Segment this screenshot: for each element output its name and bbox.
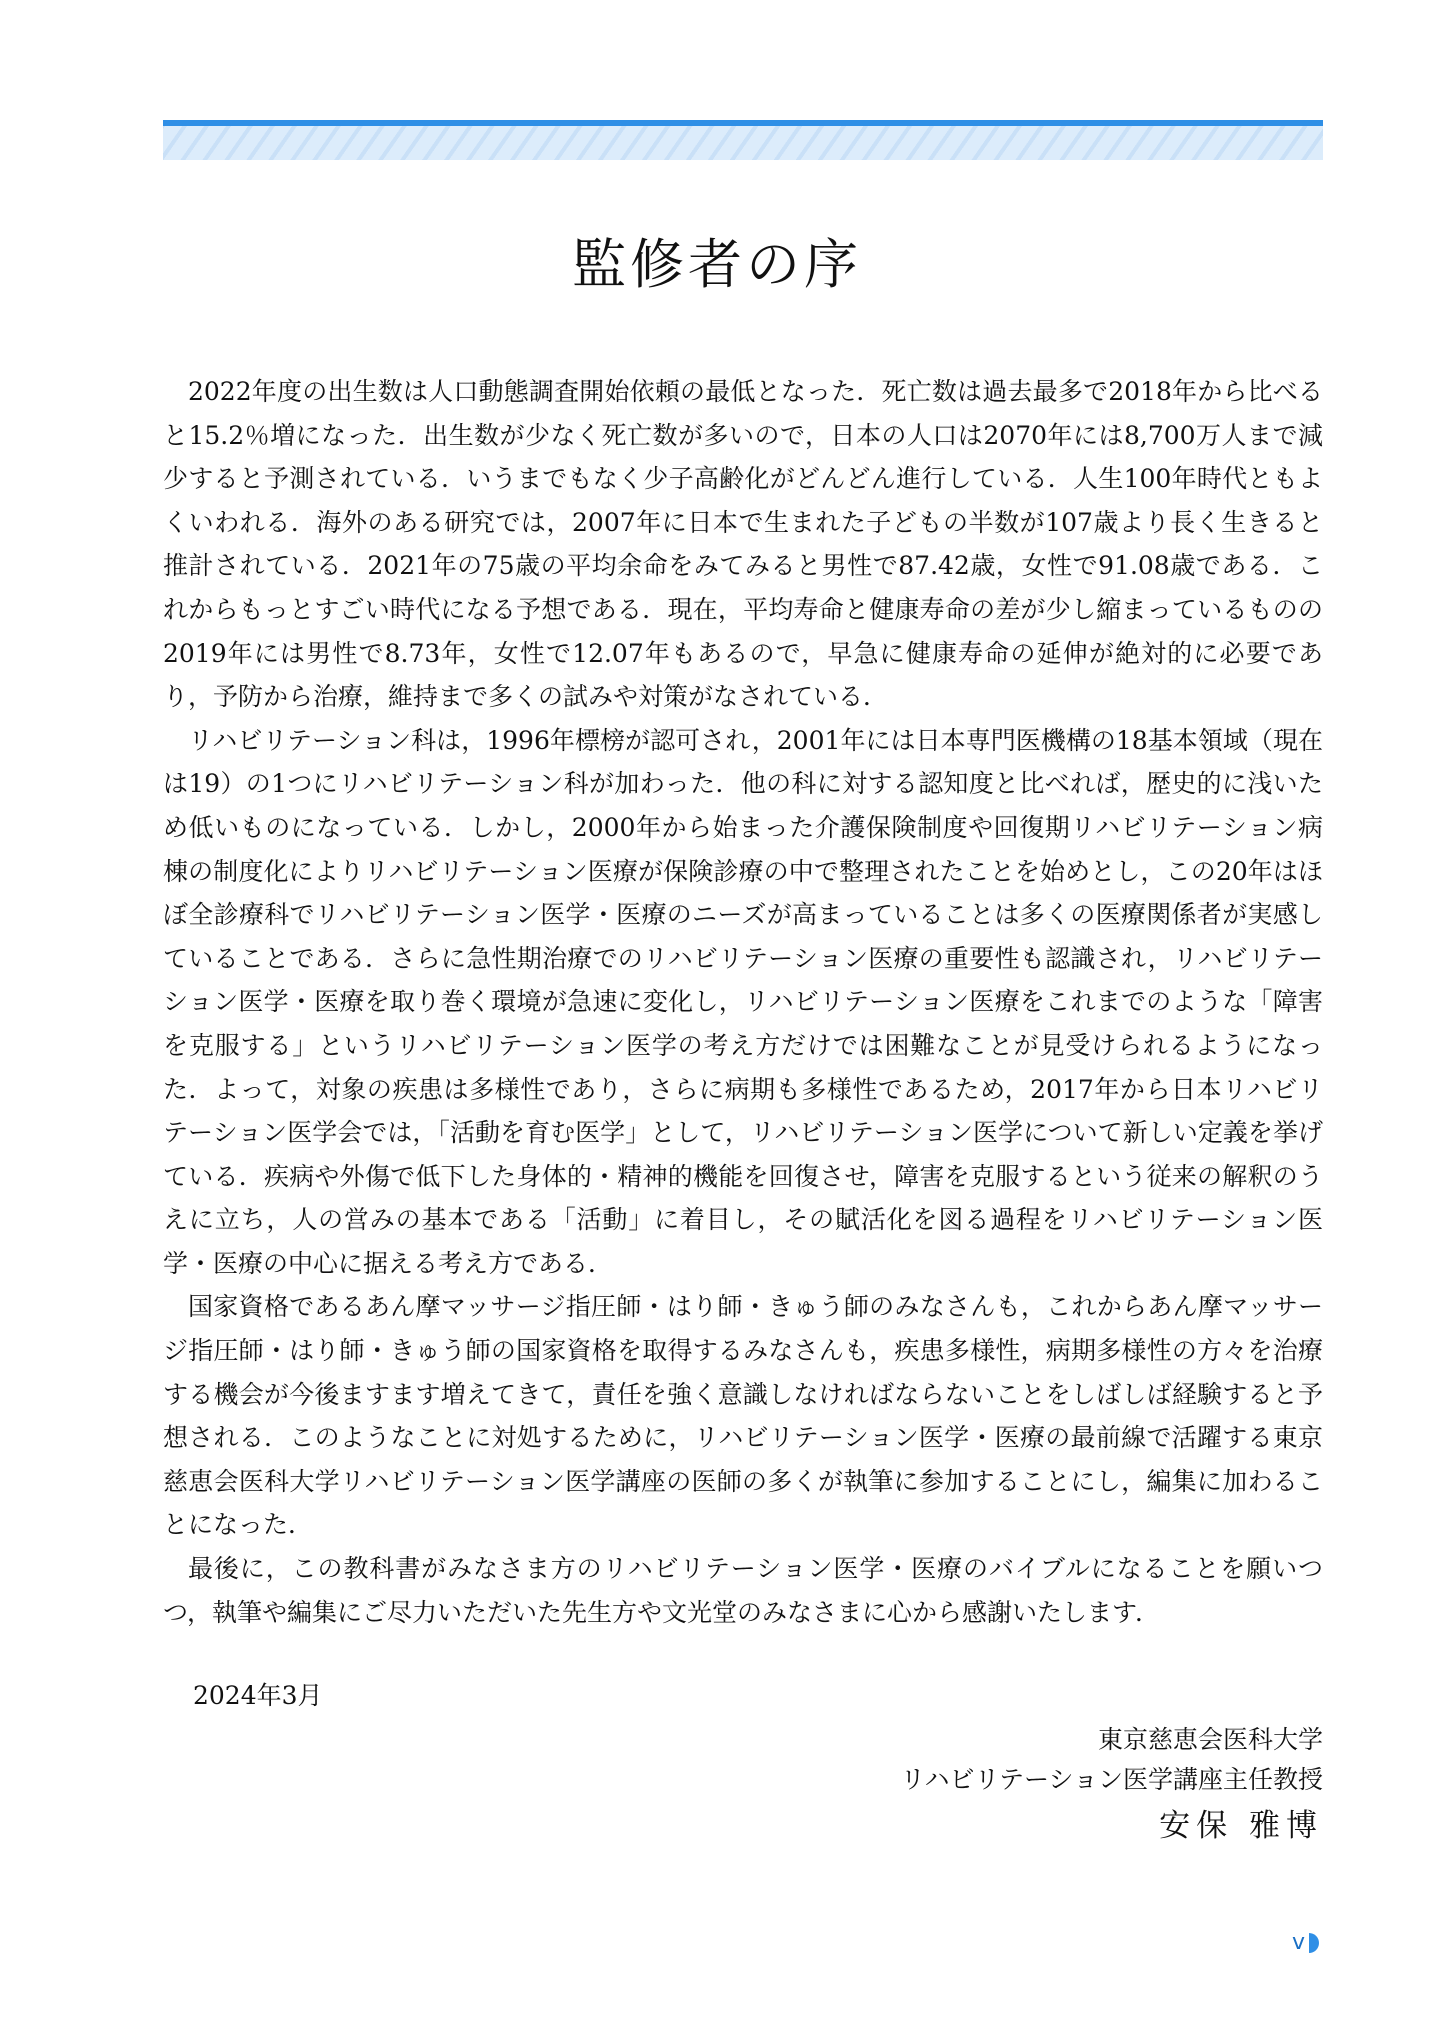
- page-number-label: v: [1291, 1930, 1305, 1955]
- header-pattern: [163, 126, 1323, 160]
- header-band: [163, 120, 1323, 160]
- paragraph: 最後に，この教科書がみなさま方のリハビリテーション医学・医療のバイブルになることを願いつつ，執筆や編集にご尽力いただいた先生方や文光堂のみなさまに心から感謝いたします．: [163, 1554, 1323, 1627]
- page-title: 監修者の序: [572, 233, 862, 296]
- signature-university: 東京慈恵会医科大学: [1097, 1725, 1323, 1754]
- paragraph: 国家資格であるあん摩マッサージ指圧師・はり師・きゅう師のみなさんも，これからあん摩マッサージ指圧師・はり師・きゅう師の国家資格を取得するみなさんも，疾患多様性，病期多様性の方々を治療する機会が今後ますます増えてきて，責任を強く意識しなければならないことをしばしば経験すると予想される．このようなことに対処するために，リハビリテーション医学・医療の最前線で活躍する東京慈恵会医科大学リハビリテーション医学講座の医師の多くが執筆に参加することにし，編集に加わることになった．: [163, 1292, 1323, 1540]
- page-marker-icon: [1309, 1933, 1319, 1953]
- page-number: [1292, 1930, 1319, 1955]
- paragraph: 2022年度の出生数は人口動態調査開始依頼の最低となった．死亡数は過去最多で2018年から比べると15.2％増になった．出生数が少なく死亡数が多いので，日本の人口は2070年には8,700万人まで減少すると予測されている．いうまでもなく少子高齢化がどんどん進行している．人生100年時代ともよくいわれる．海外のある研究では，2007年に日本で生まれた子どもの半数が107歳より長く生きると推計されている．2021年の75歳の平均余命をみてみると男性で87.42歳，女性で91.08歳である．これからもっとすごい時代になる予想である．現在，平均寿命と健康寿命の差が少し縮まっているものの2019年には男性で8.73年，女性で12.07年もあるので，早急に健康寿命の延伸が絶対的に必要であり，予防から治療，維持まで多くの試みや対策がなされている．: [163, 377, 1323, 712]
- signature-department: リハビリテーション医学講座主任教授: [900, 1765, 1323, 1794]
- date: 2024年3月: [193, 1681, 323, 1710]
- paragraph: リハビリテーション科は，1996年標榜が認可され，2001年には日本専門医機構の18基本領域（現在は19）の1つにリハビリテーション科が加わった．他の科に対する認知度と比べれば，歴史的に浅いため低いものになっている．しかし，2000年から始まった介護保険制度や回復期リハビリテーション病棟の制度化によりリハビリテーション医療が保険診療の中で整理されたことを始めとし，この20年はほぼ全診療科でリハビリテーション医学・医療のニーズが高まっていることは多くの医療関係者が実感していることである．さらに急性期治療でのリハビリテーション医療の重要性も認識され，リハビリテーション医学・医療を取り巻く環境が急速に変化し，リハビリテーション医療をこれまでのような「障害を克服する」というリハビリテーション医学の考え方だけでは困難なことが見受けられるようになった．よって，対象の疾患は多様性であり，さらに病期も多様性であるため，2017年から日本リハビリテーション医学会では，「活動を育む医学」として，リハビリテーション医学について新しい定義を挙げている．疾病や外傷で低下した身体的・精神的機能を回復させ，障害を克服するという従来の解釈のうえに立ち，人の営みの基本である「活動」に着目し，その賦活化を図る過程をリハビリテーション医学・医療の中心に据える考え方である．: [163, 725, 1323, 1278]
- signature-name: 安保 雅博: [1159, 1808, 1323, 1844]
- preface-body: [163, 370, 1323, 1634]
